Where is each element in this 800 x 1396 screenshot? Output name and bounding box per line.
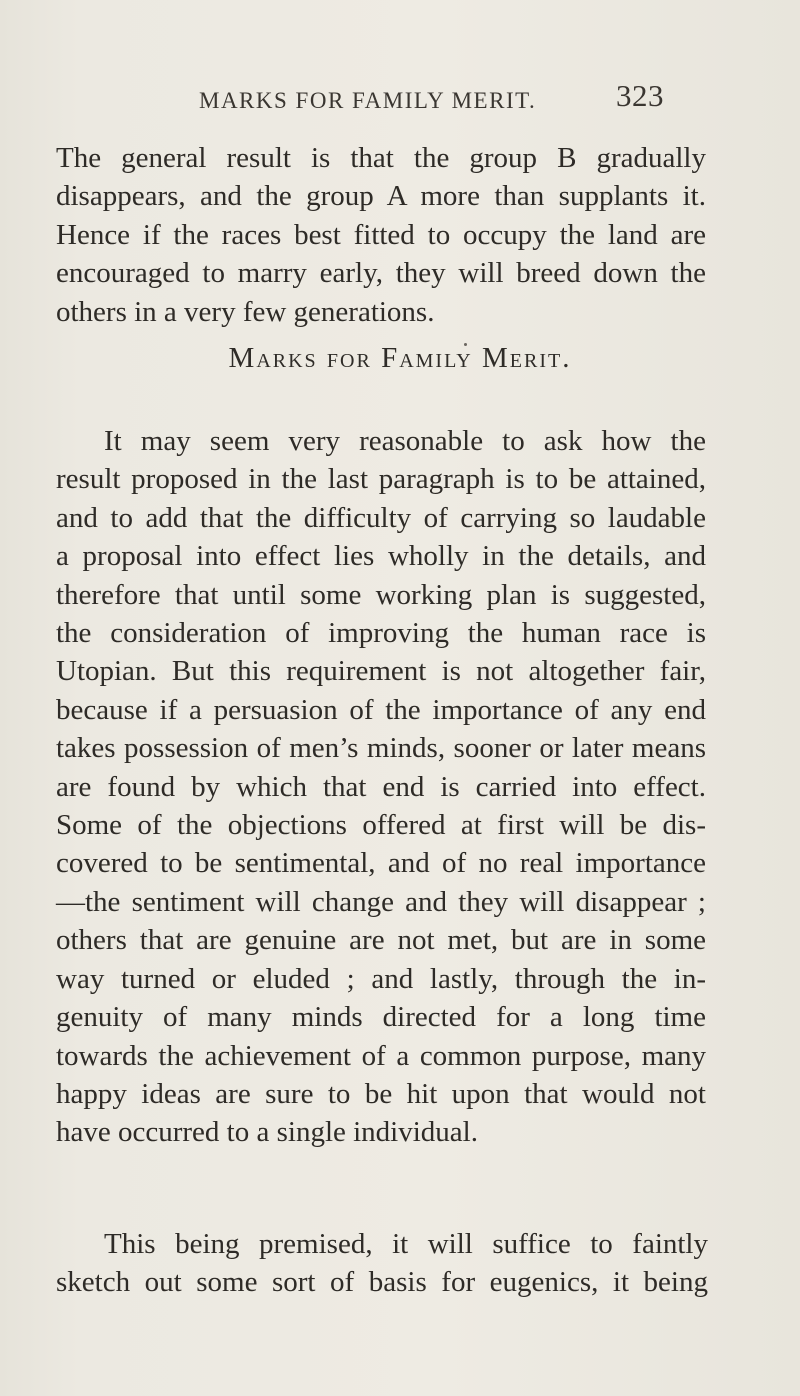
text-line: and to add that the difficulty of carrying so laudable	[56, 501, 706, 534]
text-line: others that are genuine are not met, but are in some	[56, 924, 706, 957]
running-head: MARKS FOR FAMILY MERIT.	[199, 88, 537, 113]
text-line: towards the achievement of a common purpose, many	[56, 1039, 706, 1072]
text-line: because if a persuasion of the importance of any end	[56, 693, 706, 726]
page-number: 323	[616, 78, 664, 113]
text-line: the consideration of improving the human race is	[56, 617, 706, 650]
text-line: way turned or eluded ; and lastly, through the in-	[56, 962, 706, 995]
text-line: result proposed in the last paragraph is to be attained,	[56, 463, 706, 496]
text-line: —the sentiment will change and they will disappear ;	[56, 885, 706, 918]
text-line: genuity of many minds directed for a long time	[56, 1001, 706, 1034]
paragraph-1	[56, 139, 706, 331]
text-line: others in a very few generations.	[56, 295, 435, 328]
text-line: encouraged to marry early, they will breed down the	[56, 257, 706, 290]
section-heading: Marks for Family Merit.	[228, 342, 572, 374]
text-line: Some of the objections offered at first will be dis-	[56, 809, 706, 842]
paragraph-3	[56, 1225, 708, 1302]
text-line: sketch out some sort of basis for eugenics, it being	[56, 1266, 708, 1299]
text-line: are found by which that end is carried into effect.	[56, 770, 706, 803]
text-line: happy ideas are sure to be hit upon that would not	[56, 1077, 706, 1110]
text-line: therefore that until some working plan is suggested,	[56, 578, 706, 611]
text-line: have occurred to a single individual.	[56, 1116, 478, 1149]
text-line: a proposal into effect lies wholly in the details, and	[56, 540, 706, 573]
text-line: Utopian. But this requirement is not altogether fair,	[56, 655, 706, 688]
text-line: The general result is that the group B gradually	[56, 142, 706, 174]
text-line: It may seem very reasonable to ask how the	[104, 425, 706, 457]
text-line: Hence if the races best fitted to occupy the land are	[56, 218, 706, 251]
text-line: takes possession of men’s minds, sooner or later means	[56, 732, 706, 765]
text-line: disappears, and the group A more than supplants it.	[56, 180, 706, 213]
text-line: This being premised, it will suffice to faintly	[104, 1228, 708, 1260]
text-line: covered to be sentimental, and of no real importance	[56, 847, 706, 880]
paragraph-2	[56, 422, 706, 1152]
